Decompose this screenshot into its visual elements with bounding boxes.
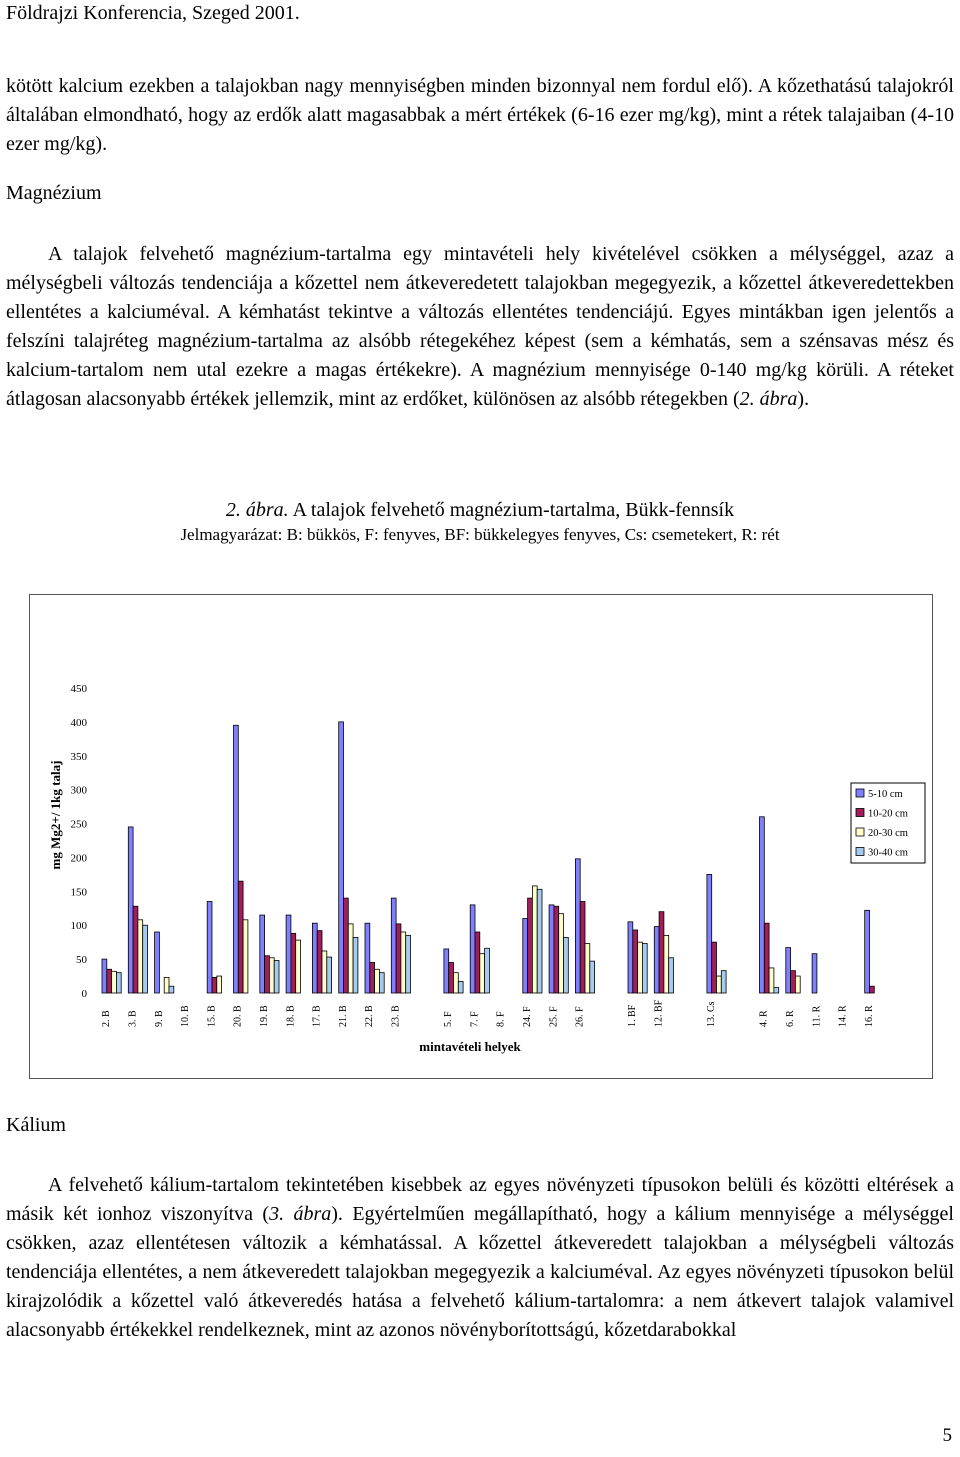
bar (212, 977, 217, 993)
bar (633, 930, 638, 993)
bar (532, 886, 537, 993)
bar (523, 918, 528, 993)
x-tick-label: 4. R (758, 1010, 770, 1027)
bar (238, 881, 243, 993)
bar (764, 923, 769, 993)
x-tick-label: 6. R (784, 1010, 796, 1027)
bar (664, 935, 669, 993)
bar (348, 924, 353, 993)
bar (375, 969, 380, 993)
magnezium-paragraph (6, 240, 954, 414)
figure-title: A talajok felvehető magnézium-tartalma, Bükk-fennsík (292, 499, 735, 521)
x-axis-title: mintavételi helyek (419, 1039, 521, 1054)
x-tick-label: 24. F (521, 1006, 533, 1027)
bar (291, 933, 296, 993)
bar (155, 932, 160, 993)
x-tick-label: 5. F (443, 1011, 455, 1027)
x-tick-label: 15. B (206, 1005, 218, 1027)
bar (559, 914, 564, 993)
bar (379, 973, 384, 993)
bar (169, 986, 174, 993)
legend-label: 5-10 cm (868, 789, 903, 800)
bar (480, 954, 485, 993)
kalium-paragraph (6, 1171, 954, 1345)
bar (642, 944, 647, 993)
legend-label: 30-40 cm (868, 847, 908, 859)
bar (585, 944, 590, 993)
x-tick-label: 21. B (337, 1005, 349, 1027)
bar (475, 932, 480, 993)
bar (317, 931, 322, 993)
x-tick-label: 26. F (574, 1006, 586, 1027)
bar (128, 827, 133, 993)
bar (365, 923, 370, 993)
legend-swatch (856, 848, 864, 856)
x-tick-label: 12. BF (653, 999, 665, 1027)
x-tick-label: 23. B (390, 1005, 402, 1027)
bar (296, 940, 301, 993)
bar (870, 986, 875, 993)
bar (406, 935, 411, 993)
y-tick-label: 100 (70, 920, 87, 933)
bar (327, 957, 332, 993)
bar (669, 958, 674, 993)
bar (243, 920, 248, 993)
bar (707, 874, 712, 993)
bar (454, 973, 459, 993)
bar (234, 725, 239, 993)
x-tick-label: 10. B (180, 1005, 192, 1027)
bar (286, 915, 291, 993)
y-tick-label: 200 (70, 852, 87, 865)
magnezium-text-2: ). (797, 388, 810, 410)
bar (274, 960, 279, 993)
x-tick-label: 14. R (837, 1005, 849, 1027)
bar (322, 951, 327, 993)
bar (721, 971, 726, 993)
figure-label: 2. ábra. (225, 499, 289, 521)
bar (791, 971, 796, 993)
bar (659, 912, 664, 993)
bar (260, 915, 265, 993)
chart-frame (29, 594, 933, 1079)
bar (116, 973, 121, 993)
intro-paragraph: kötött kalcium ezekben a talajokban nagy mennyiségben minden bizonnyal nem fordul elő). A kőzethatású talajokról általában elmondható, hogy az erdők alatt magasabbak a mért értékek (6-16 ezer mg/kg), mint a rétek talajaiban (4-10 ezer mg/kg). (6, 75, 954, 155)
x-tick-label: 8. F (495, 1011, 507, 1027)
bar (449, 963, 454, 994)
bar (353, 937, 358, 993)
y-tick-label: 400 (70, 716, 87, 729)
bar (112, 971, 117, 993)
section-title-kalium: Kálium (6, 1114, 66, 1136)
x-tick-label: 19. B (258, 1005, 270, 1027)
bar (217, 976, 222, 993)
bar (712, 942, 717, 993)
bar (812, 954, 817, 993)
figure-reference-3: 3. ábra (269, 1203, 332, 1225)
x-tick-label: 13. Cs (706, 1001, 718, 1027)
bar (312, 923, 317, 993)
bar (638, 942, 643, 993)
bar (795, 976, 800, 993)
legend-swatch (856, 809, 864, 817)
bar (769, 968, 774, 993)
bar (786, 948, 791, 993)
running-header: Földrajzi Konferencia, Szeged 2001. (6, 2, 300, 24)
x-tick-label: 7. F (469, 1011, 481, 1027)
legend-swatch (856, 828, 864, 836)
bar (528, 898, 533, 993)
x-tick-label: 18. B (285, 1005, 297, 1027)
legend-swatch (856, 789, 864, 797)
bar (143, 925, 148, 993)
bar (207, 902, 212, 994)
bar (344, 898, 349, 993)
figure-reference: 2. ábra (739, 388, 798, 410)
bar (138, 920, 143, 993)
x-tick-label: 22. B (364, 1005, 376, 1027)
bar (717, 976, 722, 993)
bar (654, 927, 659, 993)
x-tick-label: 9. B (153, 1010, 165, 1027)
section-title-magnezium: Magnézium (6, 182, 102, 204)
bar (458, 981, 463, 993)
x-tick-label: 16. R (863, 1005, 875, 1027)
bar (564, 937, 569, 993)
x-tick-label: 2. B (101, 1010, 113, 1027)
y-tick-label: 300 (70, 784, 87, 797)
bar (865, 910, 870, 993)
y-tick-label: 150 (70, 886, 87, 899)
y-tick-label: 250 (70, 818, 87, 831)
y-tick-label: 450 (70, 683, 87, 695)
x-tick-label: 17. B (311, 1005, 323, 1027)
magnezium-text-1: A talajok felvehető magnézium-tartalma egy mintavételi hely kivételével csökken a mélységgel, azaz a mélységbeli változás tendenciája a kőzettel nem átkeveredetett talajokban megegyezik, a kőzettel átkeveredettekben ellentétes a kalciuméval. A kémhatást tekintve a változás ellentétes tendenciájú. Egyes mintákban igen jelentős a felszíni talajréteg magnézium-tartalma az alsóbb rétegekéhez képest (sem a kémhatás, sem a szénsavas mész és kalcium-tartalom nem utal ezekre a magas értékekre). A magnézium mennyisége 0-140 mg/kg körüli. A réteket átlagosan alacsonyabb értékek jellemzik, mint az erdőket, különösen az alsóbb rétegekben ( (6, 243, 954, 410)
bar (485, 948, 490, 993)
bar (774, 988, 779, 993)
bar (575, 859, 580, 993)
x-tick-label: 3. B (127, 1010, 139, 1027)
x-tick-label: 25. F (548, 1006, 560, 1027)
bar (339, 722, 344, 993)
bar (370, 963, 375, 994)
bar (164, 977, 169, 993)
bar (628, 922, 633, 993)
y-tick-label: 0 (81, 988, 87, 1000)
bar (133, 906, 138, 993)
bar (590, 961, 595, 993)
legend-label: 10-20 cm (868, 808, 908, 820)
bar (107, 969, 112, 993)
bar (470, 905, 475, 993)
bar (265, 956, 270, 993)
bar (444, 949, 449, 993)
bar (760, 817, 765, 993)
bar (549, 905, 554, 993)
legend-label: 20-30 cm (868, 828, 908, 839)
bar (554, 906, 559, 993)
magnesium-bar-chart (30, 595, 932, 1078)
y-tick-label: 50 (76, 954, 87, 967)
figure-caption (0, 499, 960, 522)
bar (102, 959, 107, 993)
kalium-text-1: A felvehető kálium-tartalom tekintetében kisebbek az egyes növényzeti típusokon belüli és közötti eltérések a másik két ionhoz viszonyítva ( (6, 1174, 954, 1225)
y-tick-label: 350 (70, 750, 87, 763)
kalium-text-2: ). Egyértelműen megállapítható, hogy a kálium mennyisége a mélységgel csökken, azaz ellentétesen változik a kémhatással. A kőzettel átkeveredett talajokban a mélységbeli változás tendenciája ellentétes, a nem átkeveredett talajokban megegyezik a kalciuméval. Az egyes növényzeti típusokon belül kirajzolódik a kőzettel való átkeveredés hatása a felvehető kálium-tartalomra: a nem átkevert talajok valamivel alacsonyabb értékekkel rendelkeznek, mint az azonos növényborítottságú, kőzetdarabokkal (6, 1203, 954, 1341)
bar (391, 898, 396, 993)
bar (269, 958, 274, 993)
x-tick-label: 11. R (811, 1005, 823, 1027)
bar (401, 932, 406, 993)
figure-legend-text: Jelmagyarázat: B: bükkös, F: fenyves, BF: bükkelegyes fenyves, Cs: csemetekert, R: rét (180, 525, 780, 544)
page-number: 5 (942, 1425, 952, 1446)
bar (580, 902, 585, 994)
bar (537, 889, 542, 993)
bar (396, 924, 401, 993)
x-tick-label: 1. BF (627, 1004, 639, 1027)
y-axis-title: mg Mg2+/ 1kg talaj (48, 760, 63, 870)
x-tick-label: 20. B (232, 1005, 244, 1027)
